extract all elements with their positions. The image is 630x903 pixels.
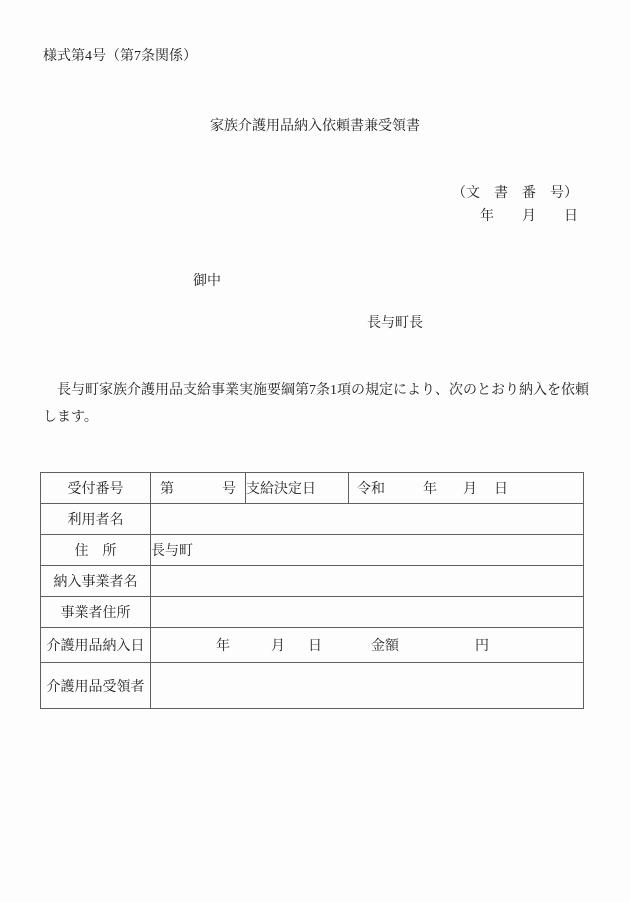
delivery-year-label: 年: [216, 639, 230, 654]
doc-number-placeholder: （文 書 番 号）: [452, 186, 578, 201]
amount-label: 金額: [371, 639, 399, 654]
supplier-name-label: 納入事業者名: [41, 566, 151, 597]
delivery-date-label: 介護用品納入日: [41, 628, 151, 663]
body-line-2: します。: [43, 410, 98, 425]
supplier-address-label: 事業者住所: [41, 597, 151, 628]
table-row-supplier-name: [41, 566, 584, 597]
doc-number-date-block: [452, 182, 578, 228]
body-line-1: 長与町家族介護用品支給事業実施要綱第7条1項の規定により、次のとおり納入を依頼: [57, 383, 589, 398]
month-label: 月: [463, 482, 477, 497]
decision-date-label: 支給決定日: [246, 473, 349, 504]
form-number: 様式第4号（第7条関係）: [43, 49, 197, 64]
day-label: 日: [494, 482, 508, 497]
table-row-receiver: [41, 663, 584, 709]
receipt-number-label: 受付番号: [41, 473, 151, 504]
address-value-cell: 長与町: [151, 535, 584, 566]
receiver-label: 介護用品受領者: [41, 663, 151, 709]
receipt-number-value-cell: [151, 473, 246, 504]
addressee-suffix: 御中: [193, 274, 221, 289]
table-row-receipt: [41, 473, 584, 504]
supplier-address-value-cell: [151, 597, 584, 628]
table-row-supplier-address: [41, 597, 584, 628]
receipt-number-suffix: 号: [222, 482, 236, 497]
decision-date-value-cell: [349, 473, 584, 504]
address-label: 住 所: [41, 535, 151, 566]
user-name-label: 利用者名: [41, 504, 151, 535]
delivery-month-label: 月: [271, 639, 285, 654]
receipt-number-prefix: 第: [160, 482, 174, 497]
page-title: 家族介護用品納入依頼書兼受領書: [210, 119, 420, 134]
supplier-name-value-cell: [151, 566, 584, 597]
delivery-day-label: 日: [308, 639, 322, 654]
body-paragraph: [43, 377, 609, 431]
date-placeholder: 年 月 日: [480, 209, 578, 224]
era-label: 令和: [357, 482, 385, 497]
year-label: 年: [423, 482, 437, 497]
receiver-value-cell: [151, 663, 584, 709]
currency-label: 円: [475, 639, 489, 654]
table-row-user-name: [41, 504, 584, 535]
table-row-address: [41, 535, 584, 566]
table-row-delivery: [41, 628, 584, 663]
form-table: [40, 472, 584, 709]
delivery-value-cell: [151, 628, 584, 663]
sender-title: 長与町長: [367, 316, 423, 331]
user-name-value-cell: [151, 504, 584, 535]
